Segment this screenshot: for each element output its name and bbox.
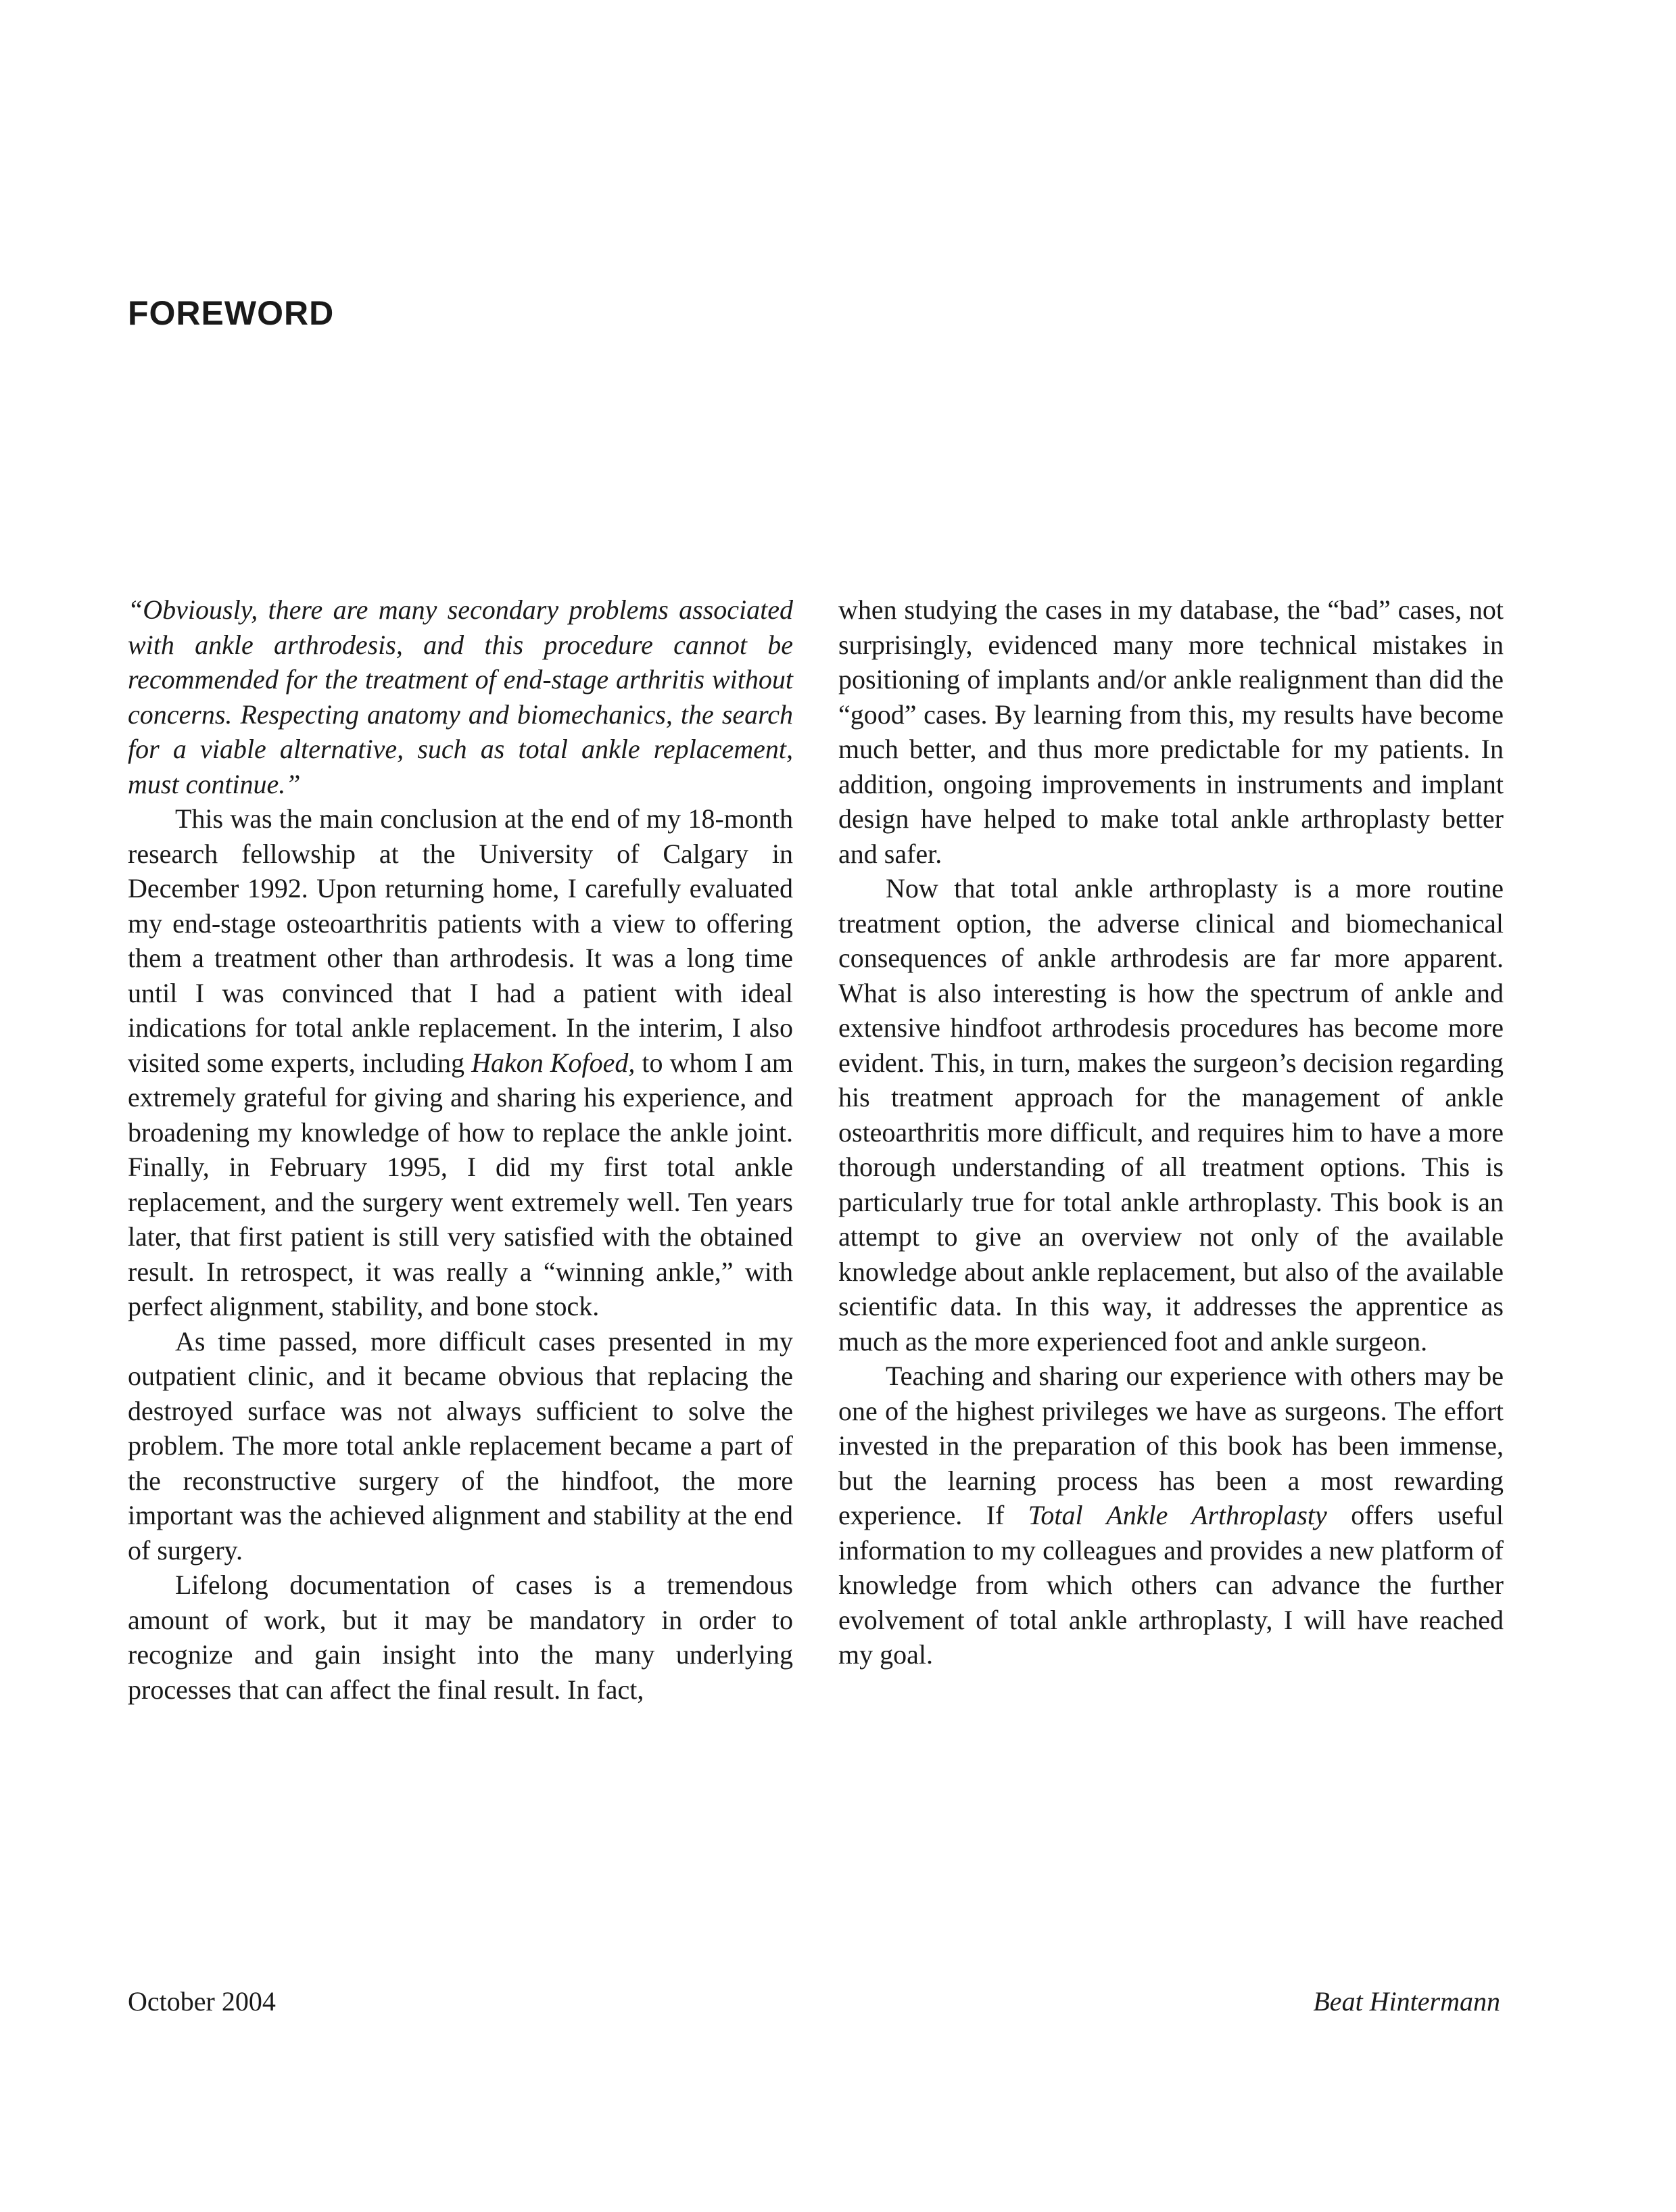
book-title: Total Ankle Arthroplasty	[1028, 1500, 1327, 1530]
paragraph-text: offers useful information to my colleagues and provides a new platform of knowledge from which others can advance the further evolvement of total ankle arthroplasty, I will have reached my goal.	[838, 1500, 1504, 1670]
paragraph-database: when studying the cases in my database, the “bad” cases, not surprisingly, evidenced many more technical mistakes in positioning of implants and/or ankle realignment than did the “good” cases. By learning from this, my results have become much better, and thus more predictable for my patients. In addition, ongoing improvements in instruments and implant design have helped to make total ankle arthroplasty better and safer.	[838, 594, 1504, 869]
footer-author: Beat Hintermann	[1313, 1986, 1500, 2017]
opening-quote: “Obviously, there are many secondary problems associated with ankle arthrodesis, and this procedure cannot be recommended for the treatment of end-stage arthritis without concerns. Respecting anatomy and biomechanics, the search for a viable alternative, such as total ankle replacement, must continue.”	[128, 594, 793, 799]
left-column	[128, 592, 793, 1707]
paragraph-text: Teaching and sharing our experience with others may be one of the highest privileges we have as surgeons. The effort invested in the preparation of this book has been immense, but the learning process has been a most rewarding experience. If	[838, 1361, 1504, 1530]
page-heading: FOREWORD	[128, 294, 335, 332]
person-name: Hakon Kofoed,	[471, 1047, 636, 1078]
footer-date: October 2004	[128, 1986, 276, 2017]
paragraph-documentation: Lifelong documentation of cases is a tremendous amount of work, but it may be mandatory in order to recognize and gain insight into the many underlying processes that can affect the final result. In fact,	[128, 1570, 793, 1705]
paragraph-teaching	[838, 1359, 1504, 1672]
paragraph-text: to whom I am extremely grateful for giving and sharing his experience, and broadening my knowledge of how to replace the ankle joint. Finally, in February 1995, I did my first total ankle replacement, and the surgery went extremely well. Ten years later, that first patient is still very satisfied with the obtained result. In retrospect, it was really a “winning ankle,” with perfect alignment, stability, and bone stock.	[128, 1047, 793, 1321]
paragraph-text: This was the main conclusion at the end of my 18-month research fellowship at the University of Calgary in December 1992. Upon returning home, I carefully evaluated my end-stage osteoarthritis patients with a view to offering them a treatment other than arthrodesis. It was a long time until I was convinced that I had a patient with ideal indications for total ankle replacement. In the interim, I also visited some experts, including	[128, 803, 793, 1078]
right-column	[838, 592, 1504, 1672]
paragraph-routine-option: Now that total ankle arthroplasty is a more routine treatment option, the adverse clinical and biomechanical consequences of ankle arthrodesis are far more apparent. What is also interesting is how the spectrum of ankle and extensive hindfoot arthrodesis procedures has become more evident. This, in turn, makes the surgeon’s decision regarding his treatment approach for the management of ankle osteoarthritis more difficult, and requires him to have a more thorough understanding of all treatment options. This is particularly true for total ankle arthroplasty. This book is an attempt to give an overview not only of the available knowledge about ankle replacement, but also of the available scientific data. In this way, it addresses the apprentice as much as the more experienced foot and ankle surgeon.	[838, 873, 1504, 1357]
paragraph-fellowship	[128, 801, 793, 1324]
paragraph-difficult-cases: As time passed, more difficult cases presented in my outpatient clinic, and it became obvious that replacing the destroyed surface was not always sufficient to solve the problem. The more total ankle replacement became a part of the reconstructive surgery of the hindfoot, the more important was the achieved alignment and stability at the end of surgery.	[128, 1325, 793, 1566]
